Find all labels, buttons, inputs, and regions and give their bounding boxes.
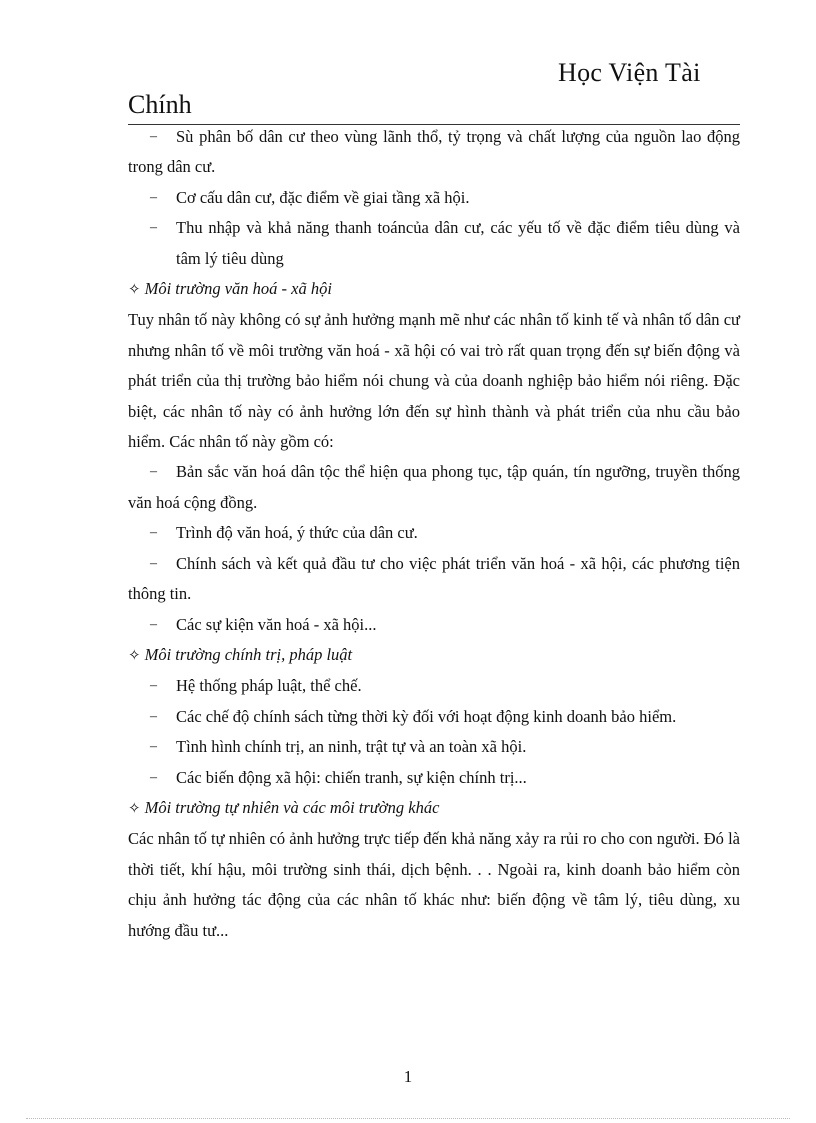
dash-icon: – [150, 739, 157, 755]
paragraph: Các nhân tố tự nhiên có ảnh hưởng trực tiếp đến khả năng xảy ra rủi ro cho con người. Đó là thời tiết, khí hậu, môi trường sinh thái, dịch bệnh. . . Ngoài ra, kinh doanh bảo hiểm còn chịu ảnh hưởng tác động của các nhân tố khác như: biến động về tâm lý, tiêu dùng, xu hướng đầu tư... [128, 829, 740, 940]
dash-icon: – [150, 616, 157, 632]
bullet-item [128, 457, 740, 518]
star-icon: ✧ [128, 282, 141, 299]
bullet-item [128, 610, 740, 640]
dash-icon: – [150, 464, 157, 480]
dash-icon: – [150, 678, 157, 694]
bullet-item [128, 549, 740, 610]
bullet-text: Các chế độ chính sách từng thời kỳ đối với hoạt động kinh doanh bảo hiểm. [176, 706, 677, 726]
bullet-item [128, 702, 740, 732]
dash-icon: – [150, 555, 157, 571]
bullet-text: Bản sắc văn hoá dân tộc thể hiện qua phong tục, tập quán, tín ngưỡng, truyền thống văn hoá cộng đồng. [128, 462, 740, 512]
bullet-text: Thu nhập và khả năng thanh toáncủa dân cư, các yếu tố về đặc điểm tiêu dùng và tâm lý tiêu dùng [176, 218, 740, 268]
bullet-text: Cơ cấu dân cư, đặc điểm về giai tầng xã hội. [176, 187, 470, 207]
header-title-right: Học Viện Tài [558, 58, 701, 87]
bullet-item [128, 732, 740, 762]
dash-icon: – [150, 220, 157, 236]
page-content [128, 122, 740, 946]
bullet-text: Trình độ văn hoá, ý thức của dân cư. [176, 523, 418, 543]
paragraph: Tuy nhân tố này không có sự ảnh hưởng mạnh mẽ như các nhân tố kinh tế và nhân tố dân cư nhưng nhân tố về môi trường văn hoá - xã hội có vai trò rất quan trọng đến sự biến động và phát triển của thị trường bảo hiểm nói chung và của doanh nghiệp bảo hiểm nói riêng. Đặc biệt, các nhân tố này có ảnh hưởng lớn đến sự hình thành và phát triển của nhu cầu bảo hiểm. Các nhân tố này gồm có: [128, 310, 740, 452]
bullet-text: Tình hình chính trị, an ninh, trật tự và an toàn xã hội. [176, 737, 527, 757]
dash-icon: – [150, 769, 157, 785]
bullet-item [128, 518, 740, 548]
page-number: 1 [403, 1067, 413, 1086]
star-icon: ✧ [128, 800, 141, 817]
section-heading [128, 274, 740, 305]
bullet-item [128, 122, 740, 183]
bullet-text: Hệ thống pháp luật, thể chế. [176, 676, 362, 696]
bullet-item [128, 213, 740, 274]
section-heading [128, 640, 740, 671]
bullet-text: Sù phân bố dân cư theo vùng lãnh thổ, tỷ trọng và chất lượng của nguồn lao động trong dân cư. [128, 127, 740, 177]
dash-icon: – [150, 708, 157, 724]
footer-divider [26, 1118, 790, 1119]
star-icon: ✧ [128, 647, 141, 664]
bullet-item [128, 763, 740, 793]
dash-icon: – [150, 189, 157, 205]
bullet-item [128, 671, 740, 701]
dash-icon: – [150, 129, 157, 144]
bullet-text: Chính sách và kết quả đầu tư cho việc phát triển văn hoá - xã hội, các phương tiện thông tin. [128, 553, 740, 604]
bullet-item [128, 183, 740, 213]
bullet-text: Các sự kiện văn hoá - xã hội... [176, 614, 377, 634]
section-heading-text: Môi trường chính trị, pháp luật [144, 644, 353, 664]
section-heading-text: Môi trường tự nhiên và các môi trường khác [144, 797, 440, 817]
dash-icon: – [150, 525, 157, 541]
section-heading-text: Môi trường văn hoá - xã hội [144, 279, 332, 299]
header-title-left: Chính [128, 90, 192, 119]
bullet-text: Các biến động xã hội: chiến tranh, sự kiện chính trị... [176, 767, 527, 787]
section-heading [128, 793, 740, 824]
